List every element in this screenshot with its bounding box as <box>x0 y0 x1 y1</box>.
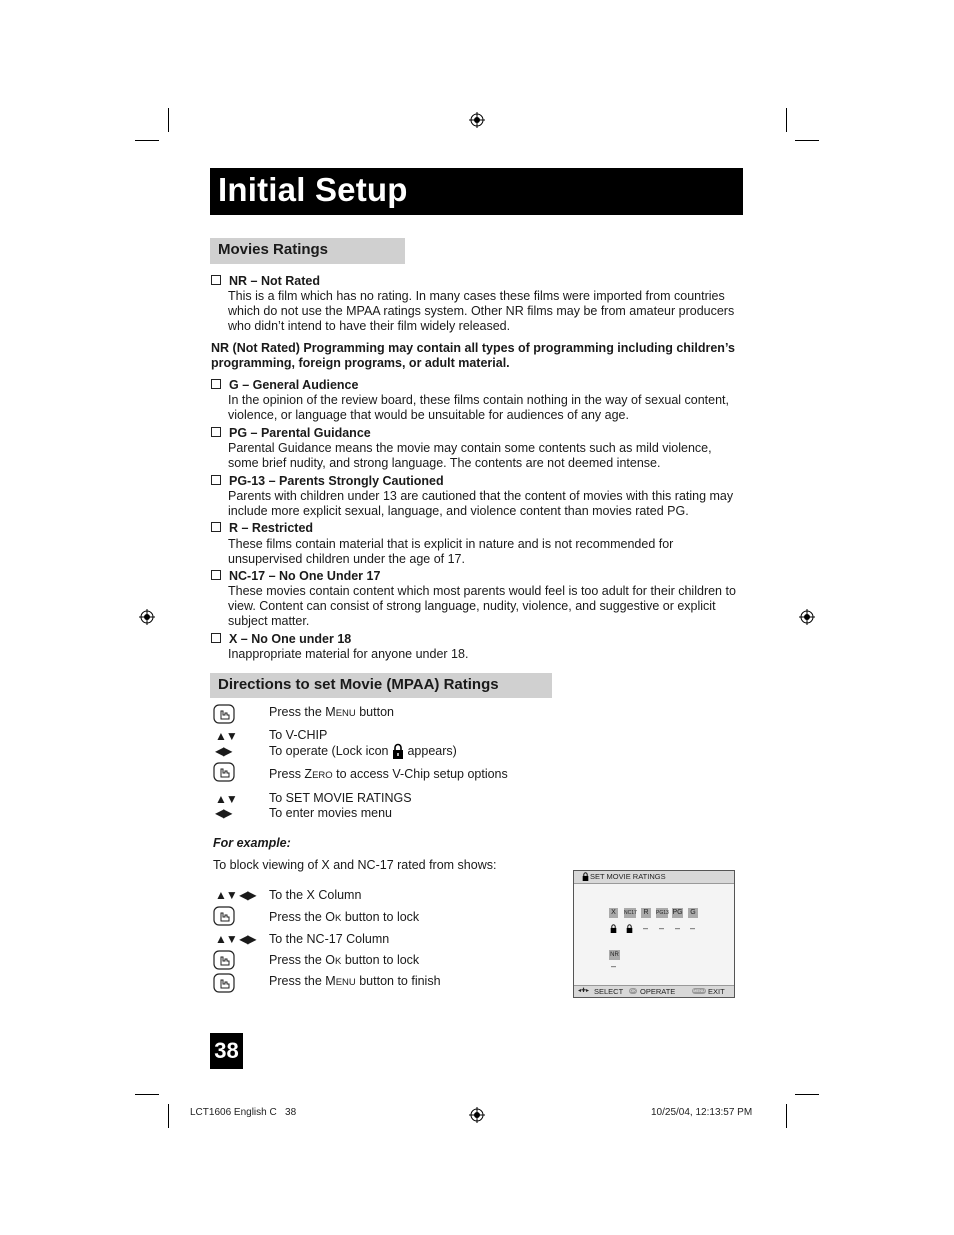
checkbox-icon <box>211 633 221 643</box>
nr-programming-note: NR (Not Rated) Programming may contain all types of programming including children’s programming, foreign programs, or adult material. <box>211 341 735 370</box>
crop-mark <box>786 108 787 132</box>
screen-exit-label: EXIT <box>708 987 725 996</box>
left-right-arrows-icon: ◀▶ <box>215 744 232 758</box>
crop-mark <box>168 108 169 132</box>
example-step: To the NC-17 Column <box>269 932 390 946</box>
example-step: Press the OK button to lock <box>269 910 420 924</box>
checkbox-icon <box>211 522 221 532</box>
screen-operate-label: OPERATE <box>640 987 676 996</box>
remote-button-icon <box>213 762 235 782</box>
footer-right: 10/25/04, 12:13:57 PM <box>651 1107 753 1118</box>
lock-icon <box>610 924 617 933</box>
rating-item-body: These movies contain content which most parents would feel is too adult for their children to view. Content can consist of strong language, nudity, violence, and suggestive or explicit subject matter. <box>228 584 736 628</box>
example-step: To the X Column <box>269 888 362 902</box>
example-intro: To block viewing of X and NC-17 rated from shows: <box>213 858 497 872</box>
step-text: To V-CHIP <box>269 728 328 742</box>
footer-left: LCT1606 English C 38 <box>190 1107 297 1118</box>
rating-item-title: R – Restricted <box>211 521 313 535</box>
lock-icon <box>626 924 633 933</box>
rating-item-title: NR – Not Rated <box>211 274 320 288</box>
rating-item-title: NC-17 – No One Under 17 <box>211 569 380 583</box>
rating-item-title: PG-13 – Parents Strongly Cautioned <box>211 474 444 488</box>
left-right-arrows-icon: ◀▶ <box>215 806 232 820</box>
screen-title: SET MOVIE RATINGS <box>590 872 666 881</box>
crop-mark <box>135 1094 159 1095</box>
rating-dash: – <box>611 961 617 971</box>
rating-box-nr[interactable]: NR <box>610 952 619 958</box>
step-text: Press the MENU button <box>269 705 394 719</box>
rating-box-g[interactable]: G <box>688 908 698 918</box>
remote-button-icon <box>213 973 235 993</box>
crop-mark <box>135 140 159 141</box>
rating-dash: – <box>643 923 649 933</box>
screen-footer-bar <box>574 985 734 997</box>
lock-icon <box>582 872 589 881</box>
screen-title-bar <box>574 871 734 884</box>
up-down-arrows-icon: ▲▼ <box>215 729 237 743</box>
registration-mark-icon <box>799 609 815 625</box>
ok-button-icon: OK <box>630 988 636 993</box>
remote-button-icon <box>213 950 235 970</box>
page-number: 38 <box>210 1033 243 1069</box>
rating-dash: – <box>675 923 681 933</box>
crop-mark <box>786 1104 787 1128</box>
rating-item-body: Parental Guidance means the movie may contain some contents such as mild violence, some brief nudity, and strong language. The contents are not deemed intense. <box>228 441 712 470</box>
rating-box-nc17[interactable]: NC17 <box>624 910 637 916</box>
menu-button-icon: MENU <box>693 988 705 993</box>
step-text: To enter movies menu <box>269 806 392 820</box>
select-arrows-icon: ◂✚▸ <box>578 988 590 994</box>
page-title: Initial Setup <box>218 171 408 208</box>
registration-mark-icon <box>469 1107 485 1123</box>
rating-item-title: X – No One under 18 <box>211 632 351 646</box>
lock-icon <box>392 743 404 759</box>
remote-button-icon <box>213 704 235 724</box>
rating-item-title: G – General Audience <box>211 378 358 392</box>
movies-ratings-heading: Movies Ratings <box>210 238 405 264</box>
screen-select-label: SELECT <box>594 987 624 996</box>
step-text: To SET MOVIE RATINGS <box>269 791 412 805</box>
registration-mark-icon <box>469 112 485 128</box>
checkbox-icon <box>211 427 221 437</box>
registration-mark-icon <box>139 609 155 625</box>
step-text: Press ZERO to access V-Chip setup options <box>269 767 508 781</box>
checkbox-icon <box>211 475 221 485</box>
rating-box-r[interactable]: R <box>641 908 651 918</box>
rating-item-body: These films contain material that is explicit in nature and is not recommended for unsupervised children under the age of 17. <box>228 537 674 566</box>
up-down-left-right-arrows-icon: ▲▼ ◀▶ <box>215 888 256 902</box>
rating-item-title: PG – Parental Guidance <box>211 426 371 440</box>
checkbox-icon <box>211 379 221 389</box>
rating-item-body: In the opinion of the review board, these films contain nothing in the way of sexual content, violence, or language that would be unsuitable for audiences of any age. <box>228 393 730 422</box>
rating-dash: – <box>690 923 696 933</box>
tv-menu-screen <box>573 870 735 998</box>
rating-dash: – <box>659 923 665 933</box>
example-label: For example: <box>213 836 291 850</box>
example-step: Press the OK button to lock <box>269 953 420 967</box>
example-step: Press the MENU button to finish <box>269 974 441 988</box>
up-down-arrows-icon: ▲▼ <box>215 792 237 806</box>
rating-box-pg13[interactable]: PG13 <box>656 910 669 916</box>
remote-button-icon <box>213 906 235 926</box>
crop-mark <box>168 1104 169 1128</box>
step-text: To operate (Lock icon appears) <box>269 744 457 758</box>
rating-box-pg[interactable]: PG <box>672 909 683 916</box>
up-down-left-right-arrows-icon: ▲▼ ◀▶ <box>215 932 256 946</box>
rating-box-x[interactable]: X <box>609 908 618 918</box>
directions-heading: Directions to set Movie (MPAA) Ratings <box>210 673 552 698</box>
rating-item-body: This is a film which has no rating. In many cases these films were imported from countries which do not use the MPAA ratings system. Other NR films may be from amateur producers who didn’t intend to have their film widely released. <box>228 289 735 333</box>
crop-mark <box>795 1094 819 1095</box>
page-title-bar <box>210 168 743 215</box>
rating-item-body: Parents with children under 13 are cautioned that the content of movies with this rating may include more explicit sexual, language, and violence content than movies rated PG. <box>228 489 734 518</box>
checkbox-icon <box>211 570 221 580</box>
rating-item-body: Inappropriate material for anyone under 18. <box>228 647 469 661</box>
checkbox-icon <box>211 275 221 285</box>
crop-mark <box>795 140 819 141</box>
